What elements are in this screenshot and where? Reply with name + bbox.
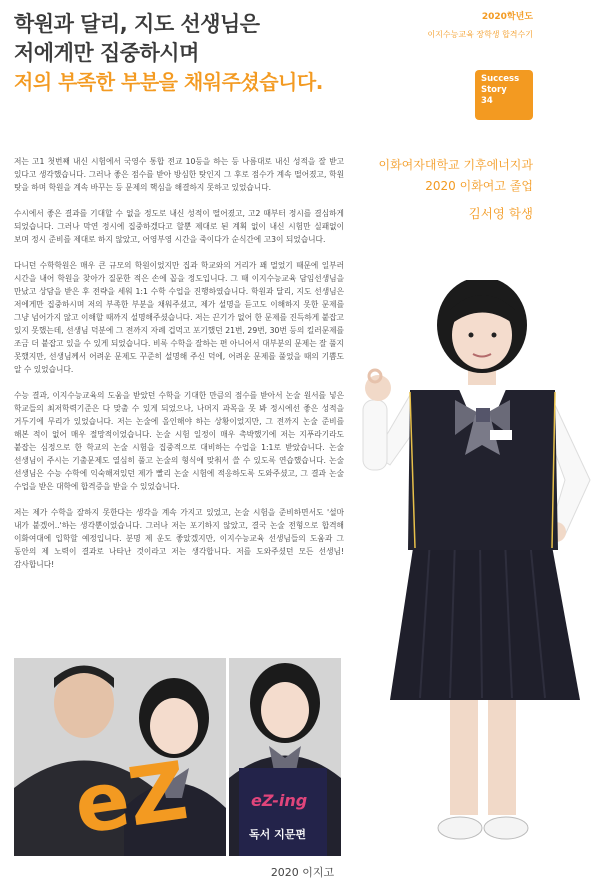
student-portrait bbox=[360, 280, 605, 860]
graduation-info: 2020 이화여고 졸업 bbox=[425, 179, 533, 193]
photo-caption: 2020 이지고 bbox=[270, 866, 335, 879]
school-year: 2020학년도 bbox=[481, 12, 533, 22]
headline-line-3: 저의 부족한 부분을 채워주셨습니다. bbox=[14, 70, 323, 94]
book-brand-text: eZ-ing bbox=[251, 791, 308, 810]
badge-line-2: Story bbox=[481, 85, 507, 95]
student-profile bbox=[378, 155, 533, 227]
testimonial-article bbox=[14, 155, 344, 584]
top-meta bbox=[427, 10, 533, 46]
headline-line-1: 학원과 달리, 지도 선생님은 bbox=[14, 12, 260, 36]
book-title-text: 독서 지문편 bbox=[249, 828, 306, 841]
university-department: 이화여자대학교 기후에너지과 bbox=[378, 158, 533, 172]
student-name: 김서영 학생 bbox=[468, 206, 533, 221]
headline-line-2: 저에게만 집중하시며 bbox=[14, 41, 199, 65]
article-paragraph-4: 수능 결과, 이지수능교육의 도움을 받았던 수학을 기대한 만큼의 점수를 받아서 논술 원서를 넣은 학교들의 최저학력기준은 다 맞출 수 있게 되었으나, 나머지 과목을 못 봐 정시에선 좋은 성적을 거두기에 무리가 있었습니다. 저는 논술에 올인해야 하는 상황이었지만, 그 전까지 논술 준비를 해본 적이 없어 매우 절망적이었습니다. 논술 시험 일정이 매우 촉박했기에 저는 지푸라기라도 붙잡는 심정으로 한 학교의 논술 시험을 집중적으로 대비하는 수업을 1:1로 받았습니다. 논술 선생님이 주시는 기출문제도 열심히 풀고 논술의 형식에 맞춰서 쓸 수 있도록 연습했습니다. 논술 선생님은 수능 수학에 익숙해져있던 제가 빨리 논술 시험에 적응하도록 도와주셨고, 그 결과 논술 수업을 받은 대학에 합격증을 받을 수 있었습니다. bbox=[14, 391, 344, 491]
headline bbox=[14, 10, 414, 97]
success-story-badge bbox=[475, 70, 533, 120]
ez-logo-text: eZ bbox=[68, 744, 193, 852]
badge-line-1: Success bbox=[481, 74, 520, 84]
photo-with-book bbox=[229, 658, 341, 856]
article-paragraph-1: 저는 고1 첫번째 내신 시험에서 국영수 통합 전교 10등을 하는 등 나름대로 내신 성적을 잘 받고 있다고 생각했습니다. 그러나 좋은 점수를 받아 방심한 탓인지 그 후로 점수가 계속 떨어졌고, 학원 탓을 하며 학원을 계속 바꾸는 등 문제의 핵심을 해결하지 못하고 있었습니다. bbox=[14, 157, 344, 192]
badge-line-3: 34 bbox=[481, 96, 493, 106]
article-paragraph-5: 저는 제가 수학을 잘하지 못한다는 생각을 계속 가지고 있었고, 논술 시험을 준비하면서도 '설마 내가 붙겠어..'하는 생각뿐이었습니다. 그러나 저는 포기하지 않았고, 결국 논술 전형으로 합격해 이화여대에 입학할 예정입니다. 분명 제 운도 좋았겠지만, 이지수능교육 선생님들의 도움과 그 동안의 제 노력이 결과로 나타난 것이라고 저는 생각합니다. 저를 도와주셨던 모든 선생님! 감사합니다! bbox=[14, 508, 344, 569]
article-paragraph-2: 수시에서 좋은 결과를 기대할 수 없을 정도로 내신 성적이 떨어졌고, 고2 때부터 정시를 결심하게 되었습니다. 그러나 막연 정시에 집중하겠다고 할뿐 제대로 된 계획 없이 내신 시험만 실패없이 보며 정시 준비를 제대로 하지 않았고, 어영부영 시간을 죽이다가 순식간에 고3이 되었습니다. bbox=[14, 209, 344, 244]
series-title: 이지수능교육 장학생 합격수기 bbox=[427, 30, 533, 39]
article-paragraph-3: 다니던 수학학원은 매우 큰 규모의 학원이었지만 집과 학교와의 거리가 꽤 멀었기 때문에 일부러 시간을 내어 학원을 찾아가 질문한 적은 손에 꼽을 정도입니다. 그 때 이지수능교육 담임선생님을 만났고 상담을 받은 후 전략을 세워 1:1 수학 수업을 진행하였습니다. 학원과 달리, 지도 선생님은 저에게만 집중하시며 저의 부족한 부분을 채워주셨고, 제가 설명을 듣고도 이해하지 못한 문제를 그냥 넘어가지 않고 이해할 때까지 설명해주셨습니다. 저는 끈기가 없어 한 문제를 진득하게 붙잡고 있지 못했는데, 선생님 덕분에 그 전까지 자례 겁먹고 포기했던 21번, 29번, 30번 등의 킬러문제를 조금 더 붙잡고 있을 수 있게 되었습니다. 비록 수학을 잘하는 편 아니어서 대부분의 문제는 잘 풀지 못했지만, 선생님께서 어려운 문제도 꾸준히 설명해 주신 덕에, 어려운 문제를 풀었을 때의 기쁨도 알 수 있었습니다. bbox=[14, 261, 344, 374]
photo-with-teacher bbox=[14, 658, 226, 856]
